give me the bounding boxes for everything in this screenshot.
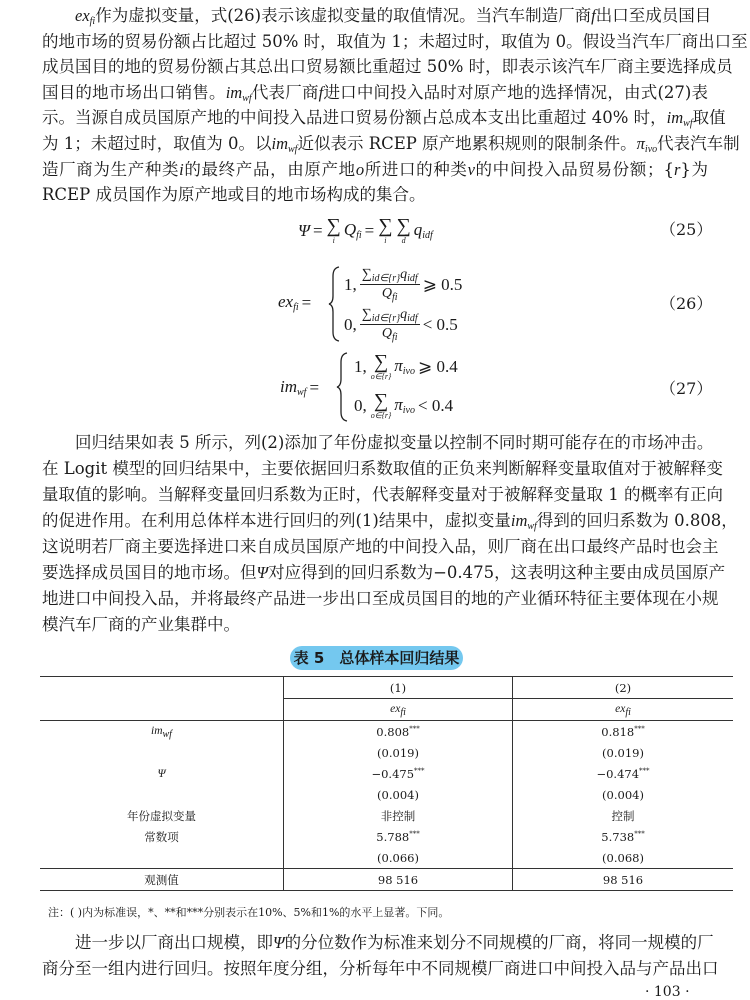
left-brace [336,352,348,422]
math-symbol: im [225,82,243,102]
text-run: 的促进作用。在利用总体样本进行回归的列(1)结果中，虚拟变量 [42,511,511,530]
math-symbol: im [271,134,288,153]
case-value: 0, [344,314,357,334]
cell-value: 0.808*** [284,721,513,743]
equals-sign: = [309,377,320,397]
text-run: 的最终产品，由原产地 [183,159,356,179]
equation-26-case-1 [344,266,465,303]
text-run: 的中间投入品贸易份额；{ [474,159,674,179]
case-value: 0, [354,395,367,415]
condition: < 0.4 [417,395,454,415]
math-symbol: f [591,6,596,25]
math-symbol: r [673,159,681,179]
row-label [40,784,284,805]
text-run: 进一步以厂商出口规模，即 [75,933,273,952]
text-line [42,484,723,506]
text-line [42,31,748,53]
equation-number-25: （25） [660,220,713,239]
text-run: 量取值的影响。当解释变量回归系数为正时，代表解释变量对于被解释变量取 1 的概率有正向 [42,485,723,504]
math-symbol: f [318,82,324,102]
row-label [40,847,284,869]
condition: ⩾ 0.4 [417,356,458,376]
table-note: 注：( )内为标准误，*、**和***分别表示在10%、5%和1%的水平上显著。下同。 [48,906,450,919]
cell-value: 控制 [513,805,734,826]
case-value: 1, [344,274,357,294]
math-subscript: ivo [644,144,658,155]
sum-symbol: ∑ d [396,215,411,245]
table-row [40,784,733,805]
text-line [42,562,726,584]
column-header: (2) [513,677,734,699]
text-run: 要选择成员国目的地市场。但 [42,563,257,582]
table-row [40,805,733,826]
text-line [42,159,708,181]
eq-term: $q_{idf}$ [413,220,433,241]
equation-number-27: （27） [660,379,713,398]
text-run: 代表厂商 [251,82,319,102]
equation-27-case-0 [354,391,456,420]
text-run: 造厂商为生产种类 [42,159,180,179]
text-run: 代表汽车制 [657,134,740,153]
text-run: 对应得到的回归系数为−0.475，这表明这种主要由成员国原产 [268,563,726,582]
math-subscript: wf [527,521,537,532]
cell-value: 5.788*** [284,826,513,847]
text-run: 取值 [692,108,726,128]
row-label: 常数项 [144,829,179,844]
sum-symbol: ∑ i [378,215,393,245]
equation-25 [298,216,436,245]
eq-term: $\pi_{ivo}$ [394,356,415,377]
math-symbol: Ψ [273,933,285,952]
equation-26-case-0 [344,306,461,343]
row-label: Ψ [157,768,166,780]
equation-27-case-1 [354,352,461,381]
math-subscript: wf [242,92,252,104]
text-run: 所进口的种类 [364,159,468,179]
math-symbol: im [510,511,528,530]
text-line [42,536,719,558]
regression-results-table [40,676,733,891]
dependent-variable: $ex_{fi}$ [513,699,734,721]
cell-value: (0.004) [284,784,513,805]
math-symbol: π [636,134,645,153]
text-run: 示。当源自成员国原产地的中间投入品进口贸易份额占总成本支出比重超过 40% 时， [42,108,667,128]
cell-value: 98 516 [284,869,513,891]
cell-value: (0.019) [284,742,513,763]
text-line [42,958,719,980]
text-run: RCEP 成员国作为原产地或目的地市场构成的集合。 [42,185,426,205]
text-line [42,510,738,532]
cell-value: −0.475*** [284,763,513,784]
text-run: 的地市场的贸易份额占比超过 50% 时，取值为 1；未超过时，取值为 0。假设当汽车厂商出口至 [42,31,748,51]
row-label: 年份虚拟变量 [127,808,196,823]
text-line [75,5,712,27]
equals-sign: = [312,220,323,240]
math-symbol: im [666,108,684,128]
left-brace [328,266,340,342]
text-line [42,184,708,206]
text-run: 这说明若厂商主要选择进口来自成员国原产地的中间投入品，则厂商在出口最终产品时也会主 [42,537,719,556]
text-line [42,458,723,480]
text-run: 模汽车厂商的产业集群中。 [42,615,240,634]
table-row [40,742,733,763]
eq-term: $\pi_{ivo}$ [394,395,415,416]
case-value: 1, [354,356,367,376]
text-line [75,432,714,454]
math-symbol: Ψ [256,563,269,582]
table-row [40,763,733,784]
text-line [42,82,708,104]
math-subscript: fi [89,16,96,27]
equals-sign: = [364,220,375,240]
eq-term: $im_{wf}$ [280,377,307,398]
text-run: 的分位数作为标准来划分不同规模的厂商，将同一规模的厂 [284,933,714,952]
text-run: 进口中间投入品时对原产地的选择情况，由式(27)表 [323,82,709,102]
cell-value: (0.004) [513,784,734,805]
eq-symbol: Ψ [298,220,310,240]
text-run: 在 Logit 模型的回归结果中，主要依据回归系数取值的正负来判断解释变量取值对于被解释变 [42,459,723,478]
text-line [75,932,714,954]
sum-symbol: ∑ o∈{r} [370,351,392,381]
text-line [42,133,740,155]
condition: < 0.5 [422,314,458,334]
column-header: (1) [284,677,513,699]
table-row [40,847,733,869]
equals-sign: = [301,292,312,312]
cell-value: (0.066) [284,847,513,869]
text-line [42,107,726,130]
cell-value: (0.068) [513,847,734,869]
row-label: 观测值 [40,869,284,891]
cell-value: (0.019) [513,742,734,763]
fraction: $\frac{\sum_{id\in\{r\}}q_{idf}}{Q_{fi}}$ [361,267,418,303]
equation-26-lhs [278,292,314,313]
cell-value: 98 516 [513,869,734,891]
table-row-observations [40,869,733,891]
text-run: 国目的地市场出口销售。 [42,82,226,102]
page-number: · 103 · [645,984,690,1000]
text-run: 出口至成员国目 [595,6,712,25]
math-symbol: ex [75,6,90,25]
sum-symbol: ∑ o∈{r} [370,390,392,420]
eq-term: $Q_{fi}$ [343,220,362,241]
cell-value: 非控制 [284,805,513,826]
text-run: 回归结果如表 5 所示，列(2)添加了年份虚拟变量以控制不同时期可能存在的市场冲击。 [75,433,714,452]
cell-value: 5.738*** [513,826,734,847]
cell-value: −0.474*** [513,763,734,784]
text-line [42,56,733,78]
text-run: }为 [680,159,709,179]
row-label [40,742,284,763]
math-symbol: v [467,159,475,179]
text-run: 作为虚拟变量，式(26)表示该虚拟变量的取值情况。当汽车制造厂商 [95,6,592,25]
dependent-variable: $ex_{fi}$ [284,699,513,721]
row-label: $im_{wf}$ [40,721,284,743]
cell-value: 0.818*** [513,721,734,743]
table-caption: 表 5 总体样本回归结果 [290,646,463,670]
equation-number-26: （26） [660,294,713,313]
math-subscript: wf [288,144,298,155]
table-row [40,721,733,743]
text-line [42,614,708,636]
condition: ⩾ 0.5 [422,274,463,294]
table-header-row [40,677,733,699]
table-row [40,826,733,847]
equation-27-lhs [280,377,322,398]
math-subscript: wf [683,118,693,130]
text-run: 地进口中间投入品，并将最终产品进一步出口至成员国目的地的产业循环特征主要体现在小规 [42,589,719,608]
text-run: 得到的回归系数为 0.808， [536,511,738,530]
eq-term: $ex_{fi}$ [278,292,299,313]
text-run: 近似表示 RCEP 原产地累积规则的限制条件。 [297,134,637,153]
fraction: $\frac{\sum_{id\in\{r\}}q_{idf}}{Q_{fi}}$ [361,307,418,343]
text-run: 商分至一组内进行回归。按照年度分组，分析每年中不同规模厂商进口中间投入品与产品出口 [42,959,719,978]
text-run: 成员国目的地的贸易份额占其总出口贸易额比重超过 50% 时，即表示该汽车厂商主要选择成员 [42,57,733,77]
math-symbol: o [355,159,365,179]
sum-symbol: ∑ i [326,215,341,245]
text-run: 为 1；未超过时，取值为 0。以 [42,134,272,153]
text-line [42,588,719,610]
math-symbol: i [179,159,184,179]
